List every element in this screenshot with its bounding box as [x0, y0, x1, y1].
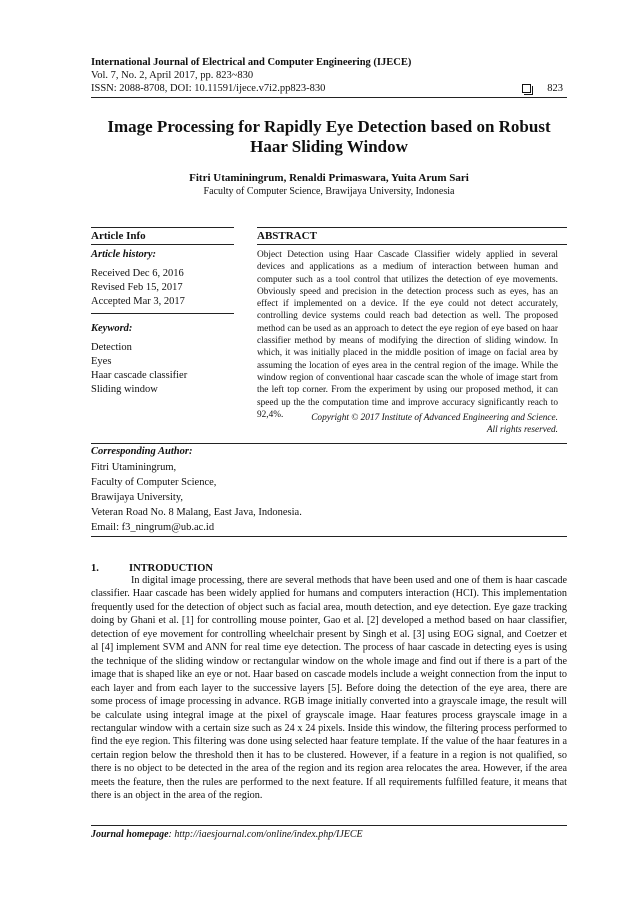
abstract-heading-rule: [257, 244, 567, 245]
page-badge: [522, 83, 563, 94]
homepage-url[interactable]: : http://iaesjournal.com/online/index.php/IJECE: [168, 829, 363, 840]
corresponding-label: Corresponding Author:: [91, 446, 193, 457]
corresponding-details: [91, 460, 302, 535]
corresponding-line: Faculty of Computer Science,: [91, 477, 217, 488]
journal-homepage: [91, 829, 363, 840]
keyword-separator-rule: [91, 313, 234, 314]
corresponding-line: Brawijaya University,: [91, 492, 184, 503]
introduction-heading: [91, 563, 213, 574]
corresponding-top-rule: [91, 443, 567, 444]
corresponding-bottom-rule: [91, 536, 567, 537]
history-accepted: Accepted Mar 3, 2017: [91, 296, 185, 307]
abstract-top-rule: [257, 227, 567, 228]
paper-title: Image Processing for Rapidly Eye Detection based on Robust Haar Sliding Window: [107, 117, 551, 156]
keyword-item: Haar cascade classifier: [91, 370, 188, 381]
introduction-body: In digital image processing, there are several methods that have been used and one of them is haar cascade classifier. Haar cascade has been widely applied for humans and computers interaction (HCI). This implementation frequently used for the detection of object such as facial area, mouth detection, and eye detection. Eye gaze tracking doing by Ghani et al. [1] for controlling mouse pointer, Gao et al. [2] developed a method based on haar classifier, detection of eye movement for controlling wheelchair present by Singh et al. [3] using EOG signal, and Coetzer et al [4] implement SVM and ANN for real time eye detection. The process of haar cascade in detecting eyes is using the technique of the sliding window or rectangular window on the whole image and find out if there is a part of the image that is shaped like an eye or not. Haar based on cascade models include a weight connection from the input to each layer and from each layer to the successive layers [5]. Before doing the detection of the eye area, there are some process of image processing in advance. RGB image initially converted into a grayscale image, the result will be calculate using integral image at the pixel of grayscale image. Haar features process grayscale image in a rectangular window with a certain size such as 24 x 24 pixels. Inside this window, the filtering process performed to find the eye region. This filtering was done using selected haar feature template. If the value of the haar features in a certain region below the threshold then it has to be clustered. However, if a feature in a region is not qualified, so there is no object to be detected in the area of the region and its region area relocates the area. However, if the area meets the feature, then the rules are performed to the next feature. If all requirements fulfilled feature, it means that there is an object in the area of the region.: [91, 575, 567, 802]
homepage-label: Journal homepage: [91, 829, 169, 840]
copyright-notice: [257, 412, 558, 437]
history-received: Received Dec 6, 2016: [91, 268, 184, 279]
abstract-text: Object Detection using Haar Cascade Classifier widely applied in several devices and applications as a medium of interaction between human and computer such as a tool control that utilizes the detection of eye movements. Obviously speed and precision in the detection process such as eyes, has an effect if implemented on a device. If the eye could not detect accurately, controlling device systems could reach bad detection as well. The proposed method can be used as an approach to detect the eye region of eye based on haar classifier method by means of modifying the direction of sliding window. In which, it was initially placed in the middle position of image on facial area by assuming the location of eyes area in the central region of the image. While the window region of conventional haar cascade scan the whole of image start from the left top corner. From the experiment by using our proposed method, it can speed up the the computation time and improve accuracy significantly reach to 92,4%.: [257, 250, 558, 420]
corresponding-email: Email: f3_ningrum@ub.ac.id: [91, 522, 215, 533]
header-rule: [91, 97, 567, 98]
keyword-item: Sliding window: [91, 384, 158, 395]
footer-rule: [91, 825, 567, 826]
corresponding-line: Fitri Utaminingrum,: [91, 462, 177, 473]
article-info-top-rule: [91, 227, 234, 228]
copyright-line: Copyright © 2017 Institute of Advanced Engineering and Science.: [311, 413, 558, 423]
section-title: INTRODUCTION: [129, 563, 214, 574]
history-revised: Revised Feb 15, 2017: [91, 282, 183, 293]
article-info-heading: Article Info: [91, 230, 146, 242]
page-box-icon: [522, 84, 531, 93]
volume-line: Vol. 7, No. 2, April 2017, pp. 823~830: [91, 70, 254, 81]
rights-line: All rights reserved.: [486, 425, 558, 436]
corresponding-line: Veteran Road No. 8 Malang, East Java, Indonesia.: [91, 507, 302, 518]
keyword-item: Eyes: [91, 356, 112, 367]
paper-affiliation: Faculty of Computer Science, Brawijaya University, Indonesia: [203, 186, 455, 197]
issn-line: ISSN: 2088-8708, DOI: 10.11591/ijece.v7i2.pp823-830: [91, 83, 326, 94]
history-label: Article history:: [91, 249, 157, 260]
paper-authors: Fitri Utaminingrum, Renaldi Primaswara, Yuita Arum Sari: [189, 172, 469, 184]
abstract-heading: ABSTRACT: [257, 230, 317, 242]
keyword-item: Detection: [91, 342, 132, 353]
keyword-label: Keyword:: [91, 323, 133, 334]
section-number: 1.: [91, 563, 99, 574]
article-info-heading-rule: [91, 244, 234, 245]
page-number: 823: [547, 83, 563, 94]
journal-name: International Journal of Electrical and Computer Engineering (IJECE): [91, 57, 412, 68]
